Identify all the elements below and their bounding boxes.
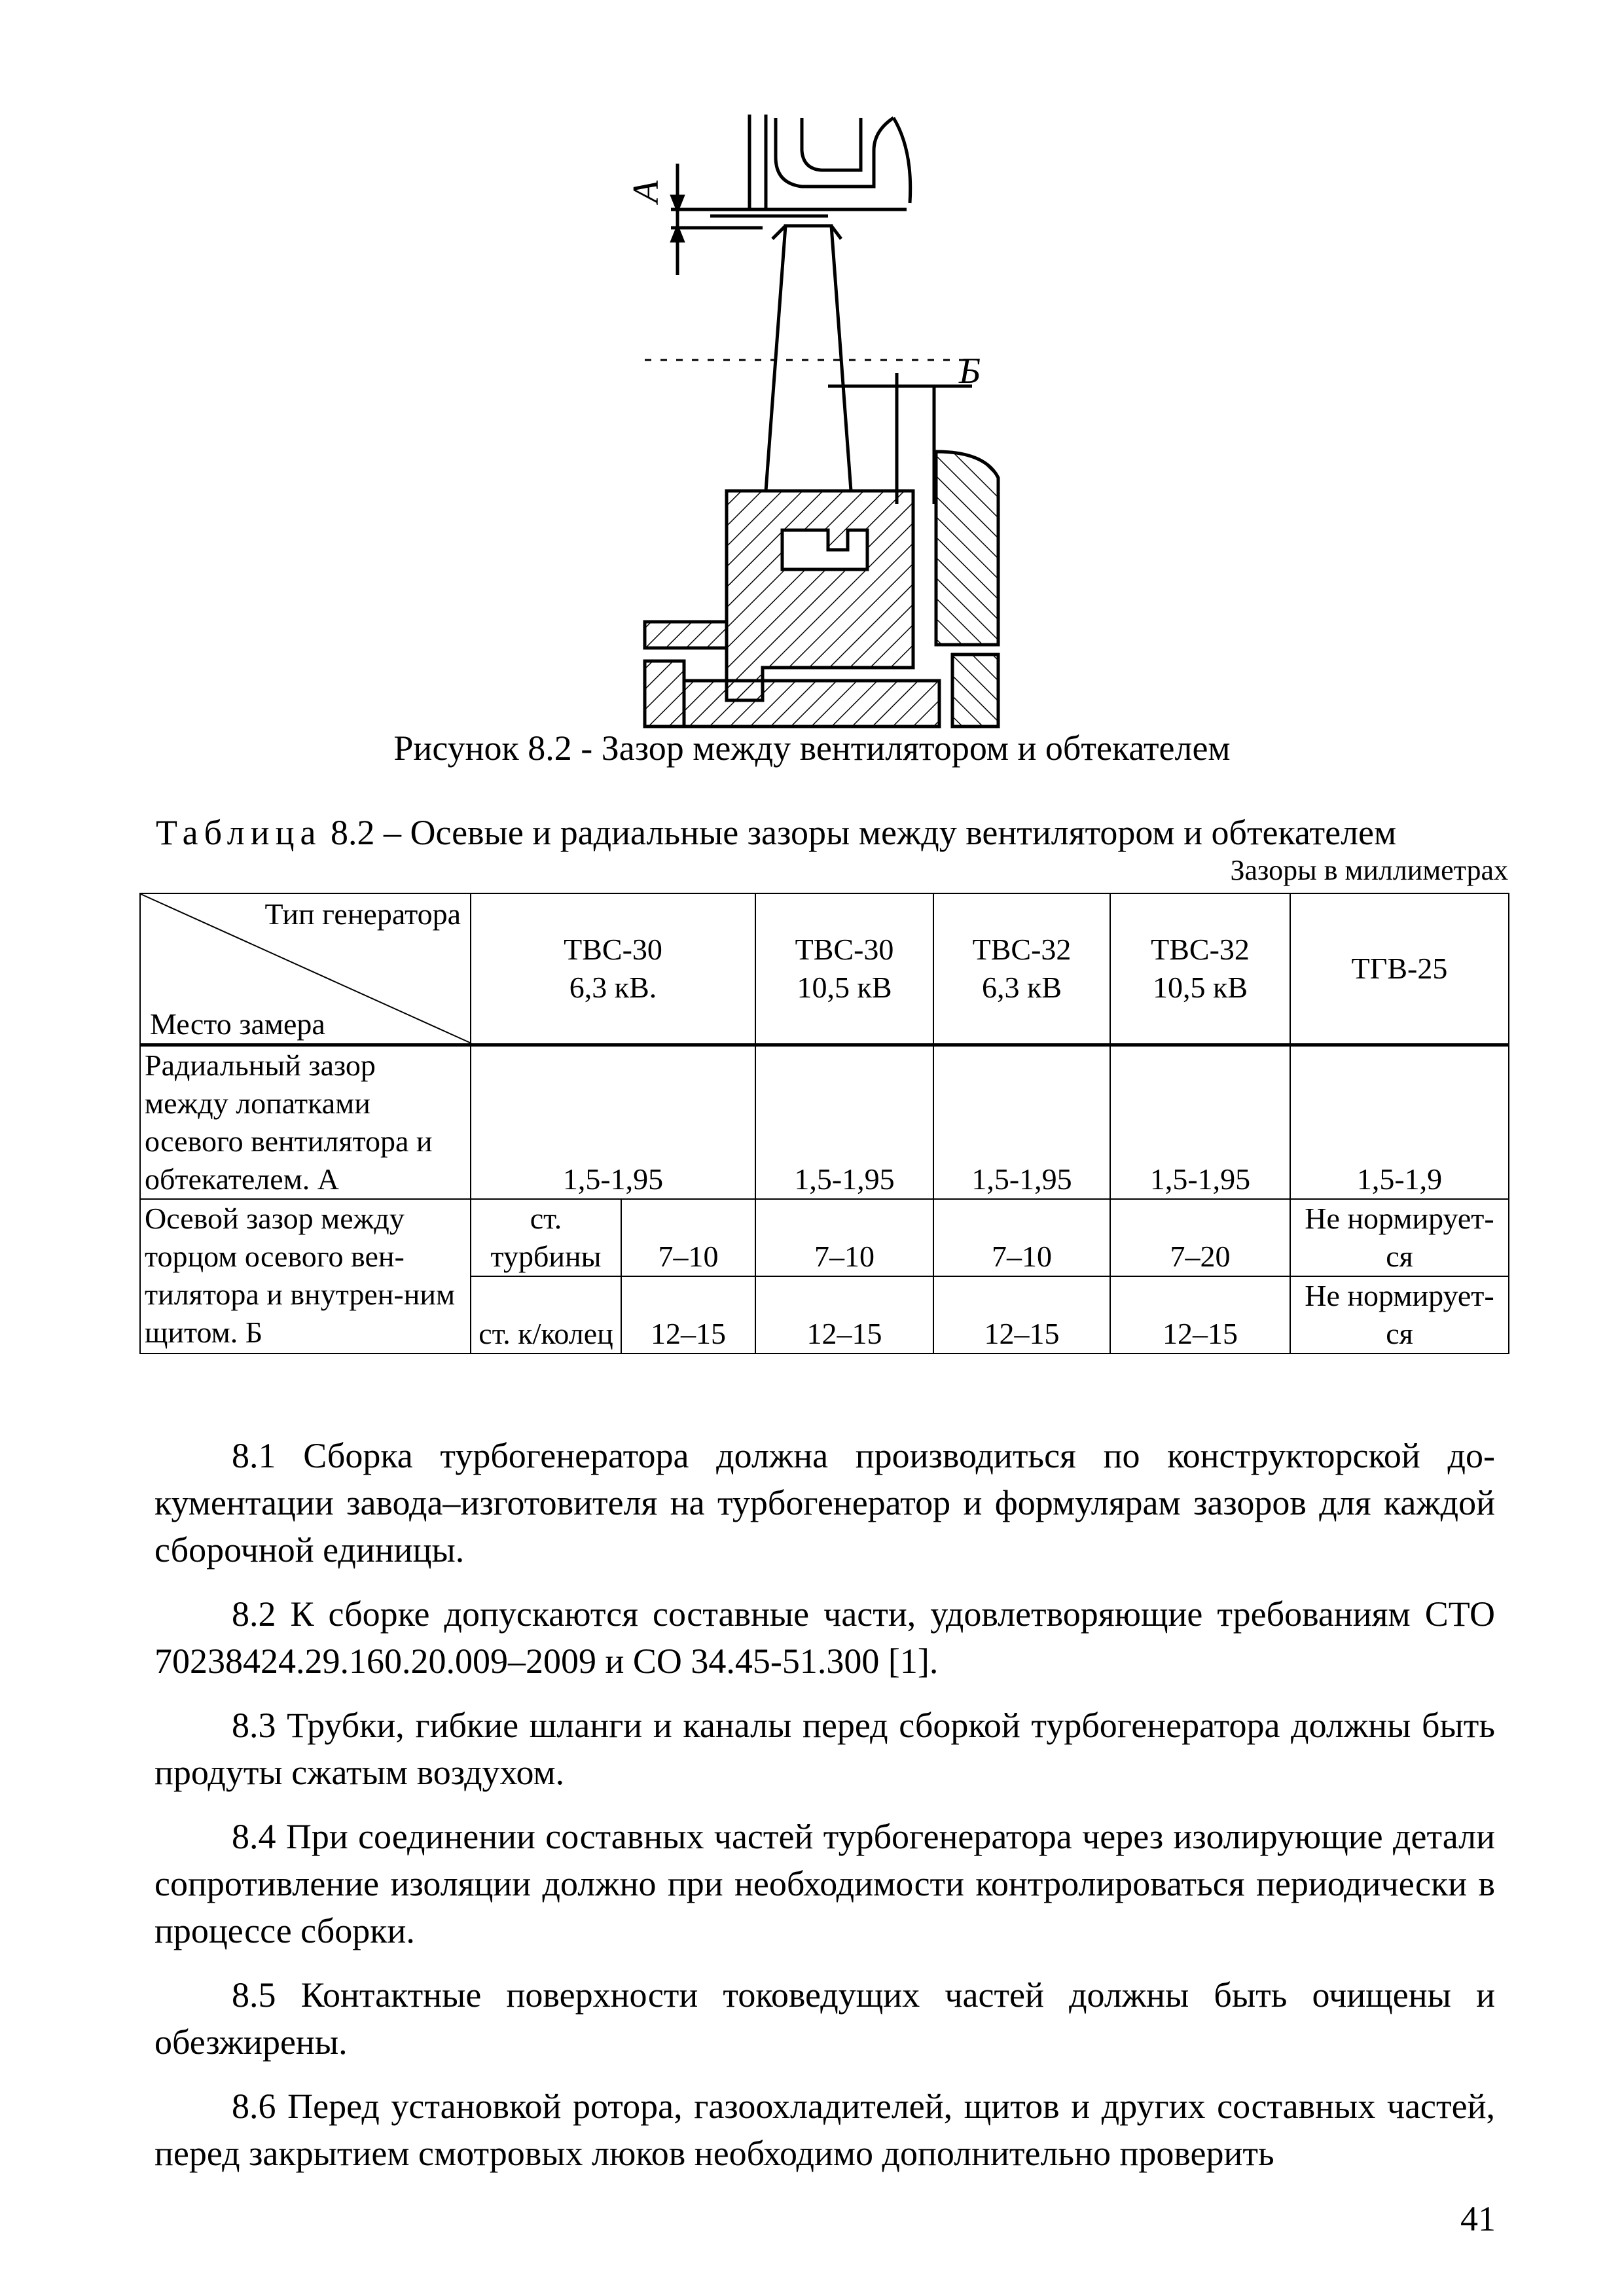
table-cell: 7–10: [621, 1199, 755, 1276]
figure-caption: Рисунок 8.2 - Зазор между вентилятором и обтекателем: [393, 728, 1231, 768]
table-title: [156, 810, 1396, 855]
column-header: ТВС-30 10,5 кВ: [755, 893, 933, 1045]
table-cell: 1,5-1,9: [1290, 1045, 1509, 1200]
row-label: Осевой зазор между торцом осевого вен-тилятора и внутрен-ним щитом. Б: [140, 1199, 471, 1354]
table-row: [140, 1045, 1509, 1200]
column-header: ТВС-32 10,5 кВ: [1110, 893, 1290, 1045]
table-cell: 7–10: [933, 1199, 1110, 1276]
table-cell: Не нормирует-ся: [1290, 1199, 1509, 1276]
column-header: ТГВ-25: [1290, 893, 1509, 1045]
column-header: ТВС-32 6,3 кВ: [933, 893, 1110, 1045]
paragraph-8-4: 8.4 При соединении составных частей турбогенератора через изолирующие детали сопротивление изоляции должно при необходимости контролироваться периодически в процессе сборки.: [154, 1817, 1495, 1950]
table-title-prefix: Таблица: [156, 813, 322, 852]
paragraph-8-2: 8.2 К сборке допускаются составные части, удовлетворяющие требованиям СТО 70238424.29.160.20.009–2009 и СО 34.45-51.300 [1].: [154, 1594, 1495, 1681]
paragraph-8-5: 8.5 Контактные поверхности токоведущих частей должны быть очищены и обезжирены.: [154, 1975, 1495, 2062]
table-cell: 12–15: [621, 1276, 755, 1354]
table-cell: Не нормирует-ся: [1290, 1276, 1509, 1354]
table-title-rest: 8.2 – Осевые и радиальные зазоры между вентилятором и обтекателем: [321, 813, 1397, 852]
table-cell: 1,5-1,95: [933, 1045, 1110, 1200]
page-number: 41: [1460, 2199, 1496, 2238]
table-cell: 12–15: [755, 1276, 933, 1354]
table-units-note: Зазоры в миллиметрах: [1230, 854, 1508, 886]
table-row: [140, 1199, 1509, 1276]
dimension-label-b: Б: [959, 351, 981, 391]
row-sublabel: ст. к/колец: [471, 1276, 621, 1354]
column-header: ТВС-30 6,3 кВ.: [471, 893, 755, 1045]
dimension-label-a: А: [626, 180, 666, 203]
table-header-row: [140, 893, 1509, 1045]
corner-header-bottom: Место замера: [150, 1007, 325, 1041]
table-cell: 1,5-1,95: [1110, 1045, 1290, 1200]
table-cell: 12–15: [1110, 1276, 1290, 1354]
paragraph-8-1: 8.1 Сборка турбогенератора должна производиться по конструкторской до-кументации завода–изготовителя на турбогенератор и формулярам зазоров для каждой сборочной единицы.: [154, 1436, 1495, 1570]
row-label: Радиальный зазор между лопатками осевого вентилятора и обтекателем. А: [140, 1045, 471, 1200]
table-cell: 7–10: [755, 1199, 933, 1276]
table-cell: 1,5-1,95: [471, 1045, 755, 1200]
gap-table: [139, 893, 1509, 1354]
corner-header-cell: [140, 893, 471, 1045]
fan-fairing-gap-drawing: [626, 111, 1022, 726]
row-sublabel: ст. турбины: [471, 1199, 621, 1276]
paragraph-8-6: 8.6 Перед установкой ротора, газоохладителей, щитов и других составных частей, перед закрытием смотровых люков необходимо дополнительно проверить: [154, 2087, 1495, 2173]
table-cell: 7–20: [1110, 1199, 1290, 1276]
table-cell: 1,5-1,95: [755, 1045, 933, 1200]
body-text: [154, 1432, 1495, 2194]
corner-header-top: Тип генератора: [264, 897, 461, 931]
table-cell: 12–15: [933, 1276, 1110, 1354]
paragraph-8-3: 8.3 Трубки, гибкие шланги и каналы перед сборкой турбогенератора должны быть продуты сжатым воздухом.: [154, 1706, 1495, 1792]
